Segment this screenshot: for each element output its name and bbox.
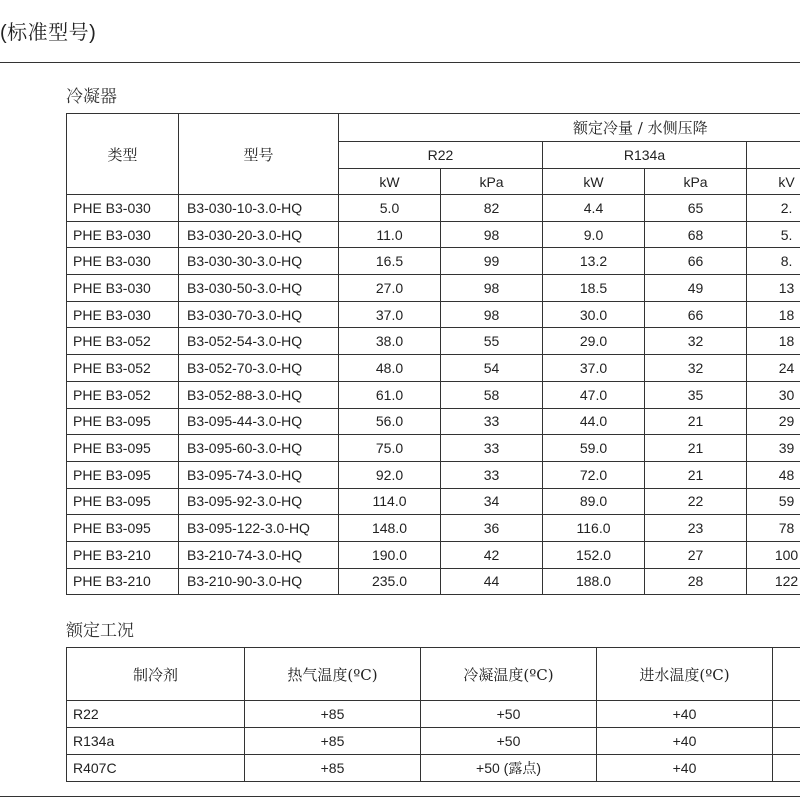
table-cell: 66 — [645, 248, 747, 275]
table-row — [67, 701, 800, 728]
table-cell: 8. — [747, 248, 800, 275]
table-cell: 89.0 — [543, 488, 645, 515]
col-header-type: 类型 — [67, 114, 179, 195]
table-cell: B3-095-60-3.0-HQ — [179, 435, 339, 462]
table-cell: 61.0 — [339, 381, 441, 408]
table-cell: 65 — [645, 195, 747, 222]
table-cell: 148.0 — [339, 515, 441, 542]
table-cell: +85 — [245, 701, 421, 728]
table-row — [67, 275, 800, 302]
table-cell: 59 — [747, 488, 800, 515]
table-row — [67, 488, 800, 515]
table-cell: 100 — [747, 541, 800, 568]
table-cell: B3-052-70-3.0-HQ — [179, 355, 339, 382]
table-cell: 30 — [747, 381, 800, 408]
table-cell: 18.5 — [543, 275, 645, 302]
table-cell: B3-095-122-3.0-HQ — [179, 515, 339, 542]
unit-header: kW — [339, 169, 441, 195]
table-cell: 24 — [747, 355, 800, 382]
table-row — [67, 755, 800, 782]
table-row — [67, 568, 800, 595]
table-cell: 55 — [441, 328, 543, 355]
table-cell: 21 — [645, 435, 747, 462]
table-row — [67, 381, 800, 408]
table-cell — [773, 755, 800, 782]
col-header-condensing-temp: 冷凝温度(ºC) — [421, 648, 597, 701]
table-cell: PHE B3-030 — [67, 301, 179, 328]
table-row — [67, 728, 800, 755]
table-cell: +40 — [597, 701, 773, 728]
table-cell: 16.5 — [339, 248, 441, 275]
table-cell: 35 — [645, 381, 747, 408]
table-cell: 32 — [645, 328, 747, 355]
table-row — [67, 435, 800, 462]
col-header-refrigerant: 制冷剂 — [67, 648, 245, 701]
table-cell: PHE B3-210 — [67, 568, 179, 595]
table-cell: +40 — [597, 755, 773, 782]
table-cell: 114.0 — [339, 488, 441, 515]
table-cell: 68 — [645, 221, 747, 248]
table-cell: 29.0 — [543, 328, 645, 355]
col-header-refrigerant-3 — [747, 142, 800, 169]
table-cell: 18 — [747, 301, 800, 328]
table-cell: 9.0 — [543, 221, 645, 248]
table-cell: 33 — [441, 461, 543, 488]
table-cell: 66 — [645, 301, 747, 328]
page-title: (标准型号) — [0, 22, 97, 44]
rated-conditions-section-title: 额定工况 — [66, 621, 134, 641]
table-row — [67, 355, 800, 382]
table-cell: 47.0 — [543, 381, 645, 408]
table-cell: 21 — [645, 408, 747, 435]
table-cell: B3-030-70-3.0-HQ — [179, 301, 339, 328]
col-header-rated-capacity: 额定冷量 / 水侧压降 — [339, 114, 800, 142]
table-cell: PHE B3-030 — [67, 248, 179, 275]
table-cell: PHE B3-030 — [67, 195, 179, 222]
table-cell: 34 — [441, 488, 543, 515]
table-cell: PHE B3-095 — [67, 488, 179, 515]
table-cell: +85 — [245, 728, 421, 755]
table-cell: +50 — [421, 728, 597, 755]
col-header-hot-gas-temp: 热气温度(ºC) — [245, 648, 421, 701]
table-cell: 116.0 — [543, 515, 645, 542]
table-cell: 48.0 — [339, 355, 441, 382]
unit-header: kV — [747, 169, 800, 195]
table-cell: R407C — [67, 755, 245, 782]
table-cell: 99 — [441, 248, 543, 275]
table-cell: 190.0 — [339, 541, 441, 568]
table-cell: 13.2 — [543, 248, 645, 275]
table-cell: +85 — [245, 755, 421, 782]
table-cell: 36 — [441, 515, 543, 542]
table-cell: 59.0 — [543, 435, 645, 462]
table-cell: 28 — [645, 568, 747, 595]
table-cell: 5.0 — [339, 195, 441, 222]
table-cell: 44 — [441, 568, 543, 595]
table-cell: 48 — [747, 461, 800, 488]
table-cell: 82 — [441, 195, 543, 222]
table-cell: 23 — [645, 515, 747, 542]
table-cell: +50 — [421, 701, 597, 728]
table-cell: 32 — [645, 355, 747, 382]
table-row — [67, 195, 800, 222]
table-cell: 44.0 — [543, 408, 645, 435]
table-cell: PHE B3-210 — [67, 541, 179, 568]
table-cell: PHE B3-030 — [67, 221, 179, 248]
col-header-r134a: R134a — [543, 142, 747, 169]
table-cell: 42 — [441, 541, 543, 568]
table-cell: 18 — [747, 328, 800, 355]
table-row — [67, 408, 800, 435]
col-header-inlet-water-temp: 进水温度(ºC) — [597, 648, 773, 701]
table-row — [67, 248, 800, 275]
table-cell: 2. — [747, 195, 800, 222]
table-cell: 5. — [747, 221, 800, 248]
table-cell: B3-030-50-3.0-HQ — [179, 275, 339, 302]
table-cell: 98 — [441, 275, 543, 302]
table-row — [67, 541, 800, 568]
unit-header: kPa — [441, 169, 543, 195]
table-cell: B3-052-88-3.0-HQ — [179, 381, 339, 408]
table-cell: 27 — [645, 541, 747, 568]
table-cell: 33 — [441, 408, 543, 435]
table-cell: 11.0 — [339, 221, 441, 248]
table-cell: +50 (露点) — [421, 755, 597, 782]
table-row — [67, 328, 800, 355]
table-cell: 33 — [441, 435, 543, 462]
table-cell: PHE B3-095 — [67, 461, 179, 488]
table-cell: 78 — [747, 515, 800, 542]
col-header-r22: R22 — [339, 142, 543, 169]
table-cell: R22 — [67, 701, 245, 728]
table-cell: 30.0 — [543, 301, 645, 328]
table-cell: 29 — [747, 408, 800, 435]
table-cell: 54 — [441, 355, 543, 382]
table-row — [67, 461, 800, 488]
table-cell: 75.0 — [339, 435, 441, 462]
table-cell: B3-030-10-3.0-HQ — [179, 195, 339, 222]
table-cell: 122 — [747, 568, 800, 595]
rated-conditions-table — [66, 647, 800, 782]
table-cell: 4.4 — [543, 195, 645, 222]
table-cell: B3-210-74-3.0-HQ — [179, 541, 339, 568]
table-row — [67, 515, 800, 542]
table-row — [67, 221, 800, 248]
bottom-divider — [0, 796, 800, 797]
table-cell: 98 — [441, 221, 543, 248]
unit-header: kPa — [645, 169, 747, 195]
title-divider — [0, 62, 800, 63]
condenser-table — [66, 113, 800, 595]
table-cell: 22 — [645, 488, 747, 515]
table-cell: 56.0 — [339, 408, 441, 435]
table-cell: 38.0 — [339, 328, 441, 355]
condenser-section-title: 冷凝器 — [66, 87, 117, 107]
table-cell: B3-210-90-3.0-HQ — [179, 568, 339, 595]
table-cell: 13 — [747, 275, 800, 302]
table-cell: B3-052-54-3.0-HQ — [179, 328, 339, 355]
table-cell: PHE B3-095 — [67, 515, 179, 542]
table-cell: PHE B3-052 — [67, 381, 179, 408]
table-cell: B3-095-92-3.0-HQ — [179, 488, 339, 515]
table-cell: B3-095-44-3.0-HQ — [179, 408, 339, 435]
table-cell — [773, 701, 800, 728]
unit-header: kW — [543, 169, 645, 195]
table-cell: 37.0 — [543, 355, 645, 382]
table-cell: 72.0 — [543, 461, 645, 488]
table-cell: 188.0 — [543, 568, 645, 595]
table-cell: 98 — [441, 301, 543, 328]
table-cell: 27.0 — [339, 275, 441, 302]
table-cell: PHE B3-095 — [67, 435, 179, 462]
table-cell: PHE B3-095 — [67, 408, 179, 435]
col-header-model: 型号 — [179, 114, 339, 195]
table-cell: B3-030-20-3.0-HQ — [179, 221, 339, 248]
table-row — [67, 301, 800, 328]
col-header-extra — [773, 648, 800, 701]
table-cell — [773, 728, 800, 755]
table-cell: 49 — [645, 275, 747, 302]
table-cell: 21 — [645, 461, 747, 488]
table-cell: PHE B3-052 — [67, 355, 179, 382]
table-cell: 58 — [441, 381, 543, 408]
table-cell: B3-095-74-3.0-HQ — [179, 461, 339, 488]
table-cell: R134a — [67, 728, 245, 755]
table-cell: 39 — [747, 435, 800, 462]
table-cell: 37.0 — [339, 301, 441, 328]
table-cell: PHE B3-030 — [67, 275, 179, 302]
table-cell: 152.0 — [543, 541, 645, 568]
table-cell: 92.0 — [339, 461, 441, 488]
table-cell: B3-030-30-3.0-HQ — [179, 248, 339, 275]
table-cell: 235.0 — [339, 568, 441, 595]
table-cell: +40 — [597, 728, 773, 755]
table-cell: PHE B3-052 — [67, 328, 179, 355]
